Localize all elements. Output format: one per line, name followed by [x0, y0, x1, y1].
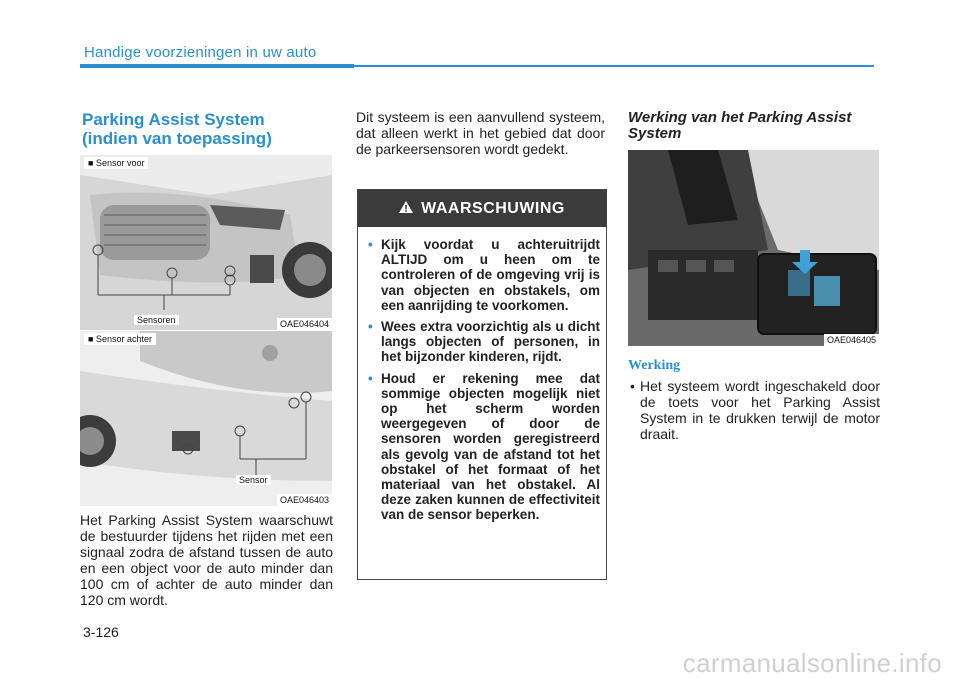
system-description: Dit systeem is een aanvullend systeem, dat alleen werkt in het gebied dat door de parkeersensoren wordt gedekt. [356, 109, 605, 157]
warning-triangle-icon [399, 200, 413, 218]
front-car-drawing [80, 155, 332, 330]
figure-code-front: OAE046404 [277, 318, 332, 330]
figure-code-console: OAE046405 [824, 334, 879, 346]
figure-caption-front: ■ Sensor voor [84, 157, 148, 169]
section-title [82, 110, 342, 148]
section-title-line-1: Parking Assist System [82, 110, 265, 129]
console-button-illustration [628, 150, 879, 346]
figure-code-rear: OAE046403 [277, 494, 332, 506]
bullet-dot-icon: • [368, 370, 373, 386]
figure-caption-rear: ■ Sensor achter [84, 333, 156, 345]
warning-title: WAARSCHUWING [421, 199, 565, 217]
front-sensor-illustration [80, 155, 332, 330]
rear-sensor-illustration [80, 331, 332, 506]
bullet-dot-icon: • [368, 237, 373, 252]
watermark: carmanualsonline.info [682, 648, 942, 678]
rear-car-drawing [80, 331, 332, 506]
sensor-callout: Sensor [236, 475, 271, 485]
section-title-line-2: (indien van toepassing) [82, 129, 272, 148]
operation-heading: Werking [628, 358, 681, 373]
bullet-dot-icon: • [630, 378, 635, 394]
running-header: Handige voorzieningen in uw auto [84, 44, 317, 61]
page-number: 3-126 [83, 624, 119, 640]
warning-item: • Wees extra voorzichtig als u dicht langs objecten of personen, in het bijzonder kinderen, rijdt. [368, 319, 600, 365]
console-drawing [628, 150, 879, 346]
operation-subtitle: Werking van het Parking Assist System [628, 109, 852, 142]
warning-item: • Houd er rekening mee dat sommige objecten mogelijk niet op het scherm worden weergegeven of door de sensoren worden geregistreerd als gevolg van de afstand tot het obstakel of het formaat of het materiaal van het obstakel. Al deze zaken kunnen de effectiviteit van de sensor beperken. [368, 370, 600, 523]
intro-paragraph: Het Parking Assist System waarschuwt de bestuurder tijdens het rijden met een signaal zodra de afstand tussen de auto en een object voor de auto minder dan 100 cm of achter de auto minder dan 120 cm wordt. [80, 512, 333, 608]
warning-box [357, 189, 607, 580]
header-rule [354, 65, 874, 67]
header-accent-bar [80, 64, 354, 68]
warning-list [358, 237, 606, 523]
bullet-dot-icon: • [368, 319, 373, 335]
operation-text: Het systeem wordt ingeschakeld door de toets voor het Parking Assist System in te drukken terwijl de motor draait. [640, 378, 880, 442]
warning-item: • Kijk voordat u achteruitrijdt ALTIJD om u heen om te controleren of de omgeving vrij is van objecten en obstakels, om een aanrijding te voorkomen. [368, 237, 600, 313]
warning-header [358, 190, 606, 227]
operation-bullet [628, 378, 880, 442]
sensors-callout: Sensoren [134, 315, 179, 325]
